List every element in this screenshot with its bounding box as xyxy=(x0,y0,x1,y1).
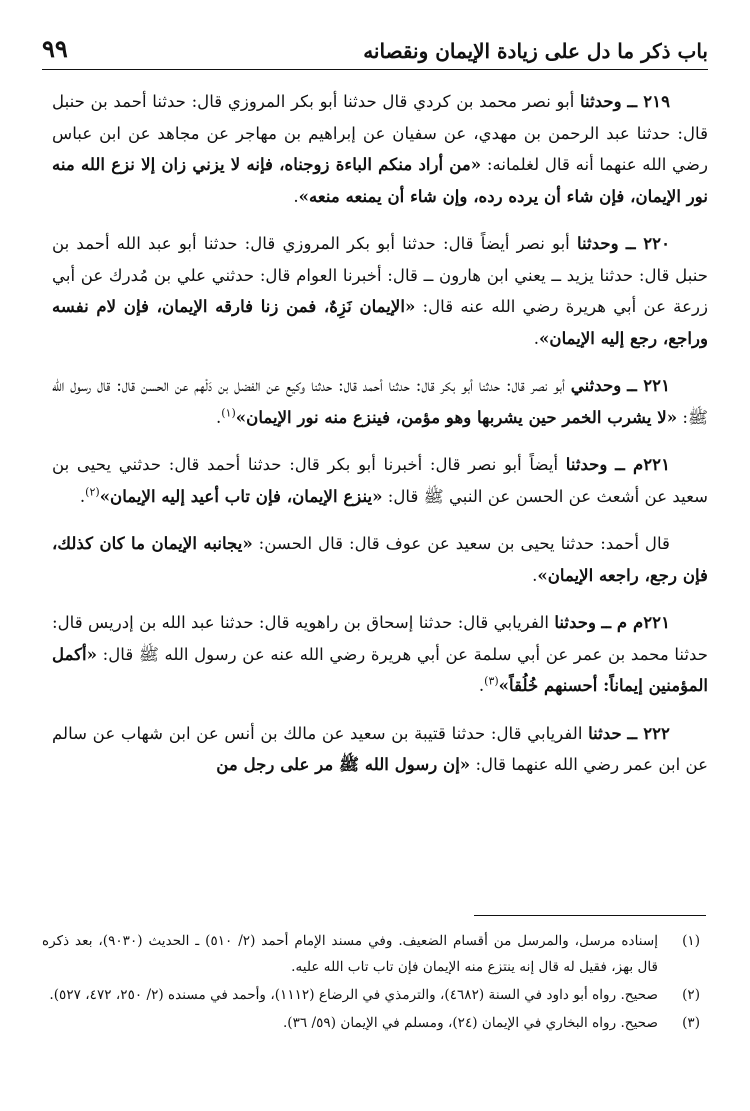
hadith-chain: الفريابي قال: حدثنا إسحاق بن راهويه قال: حدثنا عبد الله بن إدريس قال: حدثنا محمد بن عمر عن أبي سلمة عن أبي هريرة رضي الله عنه عن رسول الله ﷺ قال: xyxy=(52,613,708,664)
hadith-220 xyxy=(52,228,708,354)
hadith-tail: . xyxy=(532,565,538,585)
hadith-221mm xyxy=(52,607,708,702)
hadith-chain: أبو نصر محمد بن كردي قال حدثنا أبو بكر المروزي قال: حدثنا أحمد بن حنبل قال: حدثنا عبد الرحمن بن مهدي، عن سفيان عن إبراهيم بن مهاجر عن مجاهد عن ابن عباس رضي الله عنهما أنه قال لغلمانه: xyxy=(52,92,708,174)
hadith-quote: «يجانبه الإيمان ما كان كذلك، فإن رجع، راجعه الإيمان» xyxy=(52,533,708,585)
footnote-number: (٢) xyxy=(682,987,700,1003)
footnotes xyxy=(42,928,700,1038)
main-text xyxy=(52,86,708,795)
hadith-number: ٢٢١م ــ xyxy=(615,454,670,474)
hadith-chain: قال أحمد: حدثنا يحيى بن سعيد عن عوف قال: قال الحسن: xyxy=(258,534,670,553)
hadith-number: ٢٢٠ ــ xyxy=(625,233,670,253)
footnote-2 xyxy=(42,982,700,1008)
hadith-chain: أبو نصر أيضاً قال: حدثنا أبو بكر المروزي قال: حدثنا أبو عبد الله أحمد بن حنبل قال: حدثنا يزيد ــ يعني ابن هارون ــ قال: أخبرنا العوام قال: حدثني علي بن مُدرك عن أبي زرعة عن أبي هريرة رضي الله عنه قال: xyxy=(52,234,708,316)
footnote-number: (٣) xyxy=(682,1015,700,1031)
hadith-tail: . xyxy=(533,328,540,348)
page-number: ٩٩ xyxy=(42,34,68,63)
hadith-quote: «لا يشرب الخمر حين يشربها وهو مؤمن، فينزع منه نور الإيمان» xyxy=(235,406,678,427)
hadith-number: ٢٢١ ــ xyxy=(627,375,670,395)
footnote-1 xyxy=(42,928,700,980)
hadith-lead: وحدثنا xyxy=(565,454,608,474)
hadith-number: ٢٢٢ ــ xyxy=(627,722,670,743)
footnote-ref[interactable]: (٢) xyxy=(85,484,100,498)
page-header xyxy=(42,30,708,70)
hasan-saying xyxy=(52,528,708,591)
hadith-tail: . xyxy=(293,186,299,206)
hadith-lead: وحدثنا xyxy=(576,233,619,253)
hadith-number: ٢١٩ ــ xyxy=(627,91,670,111)
hadith-chain: أيضاً أبو نصر قال: أخبرنا أبو بكر قال: حدثنا أحمد قال: حدثني يحيى بن سعيد عن أشعث عن الحسن عن النبي ﷺ قال: xyxy=(52,455,708,506)
hadith-lead: وحدثنا xyxy=(554,612,596,632)
footnote-text: صحيح. رواه أبو داود في السنة (٤٦٨٢)، والترمذي في الرضاع (١١١٢)، وأحمد في مسنده (٢/ ٢٥٠، ٤٧٢، ٥٢٧). xyxy=(49,987,658,1003)
hadith-221 xyxy=(52,370,708,433)
hadith-222 xyxy=(52,718,708,781)
footnote-number: (١) xyxy=(682,933,700,949)
hadith-lead: حدثنا xyxy=(588,722,622,743)
hadith-tail: . xyxy=(79,486,86,506)
hadith-quote: «أكمل المؤمنين إيماناً: أحسنهم خُلُقاً» xyxy=(52,643,708,695)
hadith-tail: . xyxy=(478,676,485,695)
hadith-quote: «ينزع الإيمان، فإن تاب أعيد إليه الإيمان» xyxy=(99,485,383,506)
hadith-quote: «الإيمان نَزِهٌ، فمن زنا فارقه الإيمان، فإن لام نفسه وراجع، رجع إليه الإيمان» xyxy=(52,296,708,348)
hadith-number: ٢٢١م م ــ xyxy=(601,612,670,632)
hadith-chain: الفريابي قال: حدثنا قتيبة بن سعيد عن مالك بن أنس عن ابن شهاب عن سالم عن ابن عمر رضي الله عنهما قال: xyxy=(52,723,708,774)
footnote-ref[interactable]: (٣) xyxy=(484,674,499,688)
hadith-219 xyxy=(52,86,708,212)
hadith-quote: «إن رسول الله ﷺ مر على رجل من xyxy=(216,754,471,774)
footnote-ref[interactable]: (١) xyxy=(221,405,236,419)
hadith-quote: «من أراد منكم الباءة زوجناه، فإنه لا يزني زان إلا نزع الله منه نور الإيمان، فإن شاء أن يرده رده، وإن شاء أن يمنعه منعه» xyxy=(52,154,708,206)
footnote-text: صحيح. رواه البخاري في الإيمان (٢٤)، ومسلم في الإيمان (٥٩/ ٣٦). xyxy=(282,1015,658,1031)
footnote-text: إسناده مرسل، والمرسل من أقسام الضعيف. وفي مسند الإمام أحمد (٢/ ٥١٠) ـ الحديث (٩٠٣٠)، بعد ذكره قال بهز، فقيل له قال إنه ينتزع منه الإيمان فإن تاب تاب الله عليه. xyxy=(42,933,658,975)
footnote-divider xyxy=(474,915,706,916)
hadith-tail: . xyxy=(215,407,222,427)
running-title: باب ذكر ما دل على زيادة الإيمان ونقصانه xyxy=(363,39,708,63)
hadith-chain: أبو نصر قال: حدثنا أبو بكر قال: حدثنا أحمد قال: حدثنا وكيع عن الفضل بن دَلْهم عن الحسن قال: قال رسول الله ﷺ: xyxy=(52,376,708,427)
footnote-3 xyxy=(42,1010,700,1036)
hadith-lead: وحدثنا xyxy=(580,91,622,111)
hadith-lead: وحدثني xyxy=(570,375,622,395)
hadith-221m xyxy=(52,449,708,512)
